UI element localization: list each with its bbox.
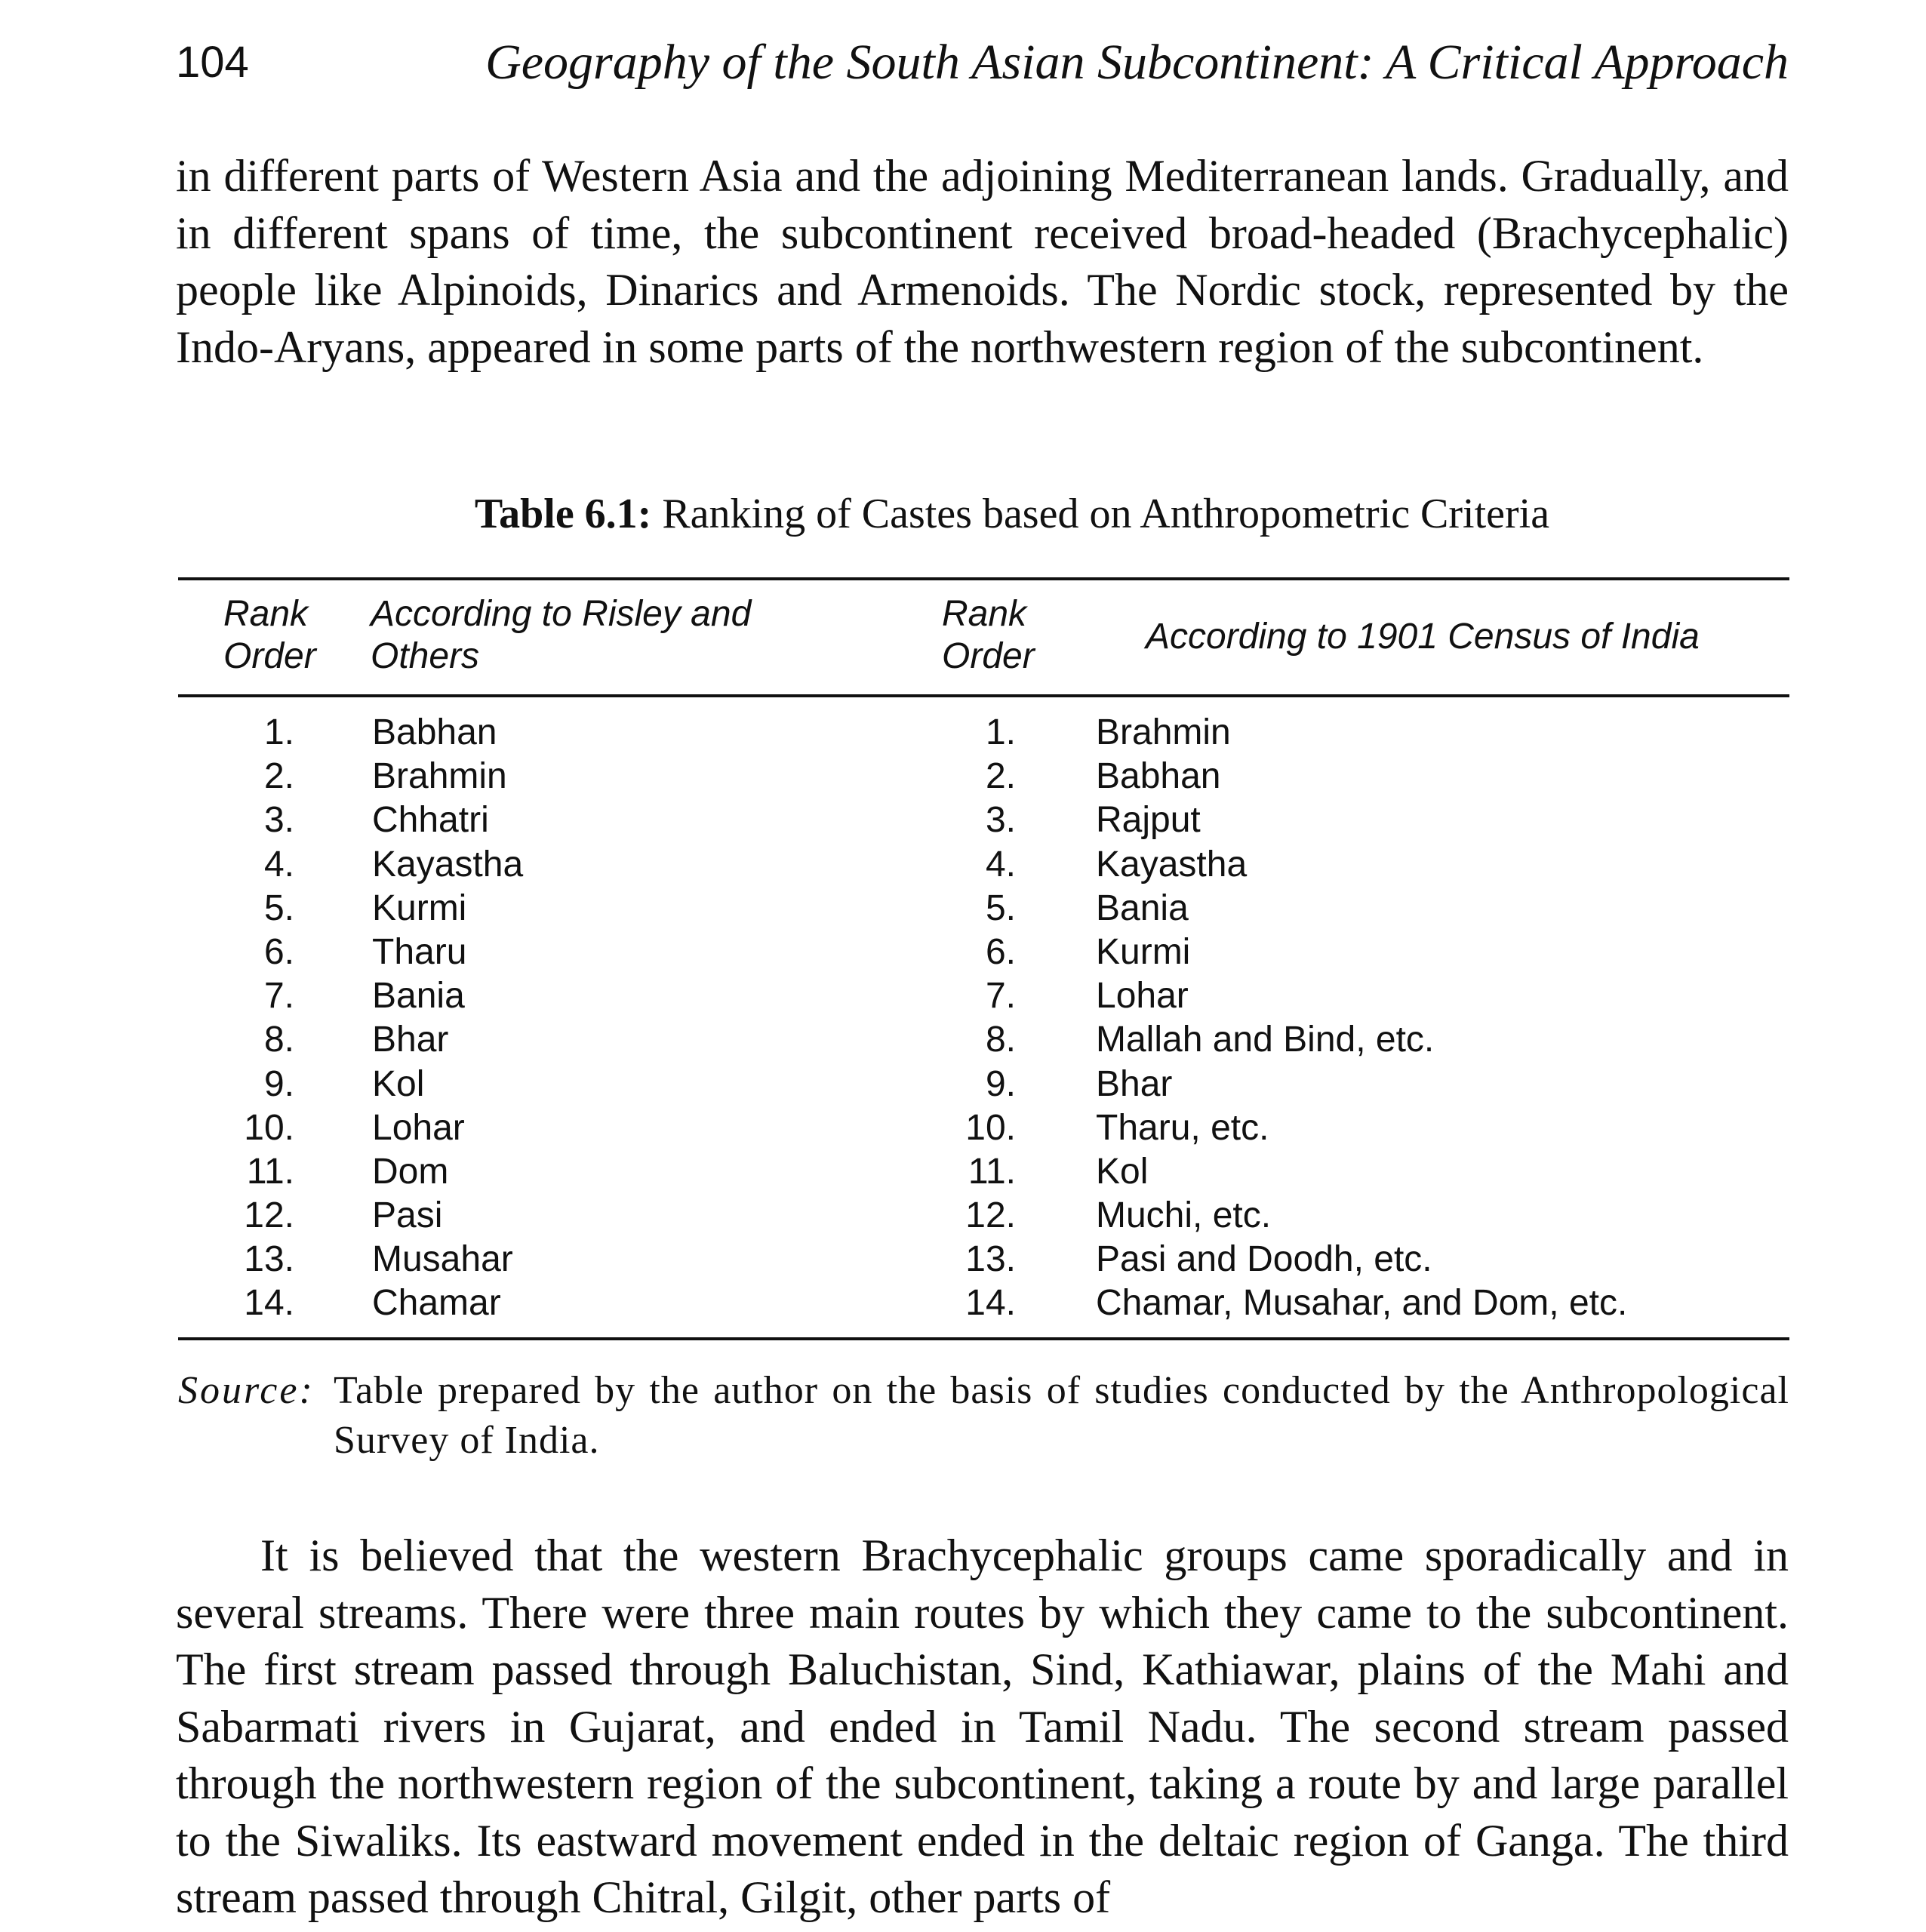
rank-cell-1: 9. bbox=[263, 1063, 294, 1104]
rank-cell-2: 13. bbox=[965, 1239, 1016, 1280]
rank-cell-1: 6. bbox=[263, 931, 294, 972]
table-row bbox=[0, 931, 1926, 974]
table-source-note bbox=[178, 1366, 1789, 1466]
risley-cell: Bhar bbox=[372, 1020, 449, 1060]
census-cell: Brahmin bbox=[1096, 712, 1231, 752]
running-title: Geography of the South Asian Subcontinent: A Critical Approach bbox=[485, 35, 1789, 90]
census-cell: Tharu, etc. bbox=[1096, 1107, 1269, 1148]
rank-cell-2: 6. bbox=[985, 931, 1016, 972]
table-row bbox=[0, 755, 1926, 798]
table-row bbox=[0, 711, 1926, 755]
table-caption-label: Table 6.1: bbox=[474, 491, 652, 537]
table-row bbox=[0, 1194, 1926, 1238]
census-cell: Kol bbox=[1096, 1151, 1149, 1192]
header-census: According to 1901 Census of India bbox=[1146, 617, 1700, 657]
table-row bbox=[0, 1063, 1926, 1106]
source-text: Table prepared by the author on the basis of studies conducted by the Anthropological Survey of India. bbox=[334, 1369, 1789, 1462]
rank-cell-1: 14. bbox=[244, 1283, 294, 1324]
census-cell: Chamar, Musahar, and Dom, etc. bbox=[1096, 1283, 1628, 1324]
table-row bbox=[0, 843, 1926, 887]
header-rank-order-2: Rank Order bbox=[942, 594, 1035, 676]
census-cell: Bania bbox=[1096, 888, 1189, 928]
rank-cell-2: 3. bbox=[985, 800, 1016, 841]
risley-cell: Kol bbox=[372, 1063, 425, 1104]
rank-cell-1: 2. bbox=[263, 756, 294, 797]
table-row bbox=[0, 887, 1926, 931]
census-cell: Babhan bbox=[1096, 756, 1221, 797]
risley-cell: Chhatri bbox=[372, 800, 489, 841]
census-cell: Lohar bbox=[1096, 976, 1189, 1017]
rank-cell-2: 8. bbox=[985, 1020, 1016, 1060]
rank-cell-2: 14. bbox=[965, 1283, 1016, 1324]
rank-cell-2: 2. bbox=[985, 756, 1016, 797]
risley-cell: Bania bbox=[372, 976, 465, 1017]
rank-cell-1: 10. bbox=[244, 1107, 294, 1148]
rank-cell-2: 12. bbox=[965, 1195, 1016, 1236]
census-cell: Muchi, etc. bbox=[1096, 1195, 1272, 1236]
source-label: Source: bbox=[178, 1369, 315, 1412]
risley-cell: Pasi bbox=[372, 1195, 443, 1236]
census-cell: Pasi and Doodh, etc. bbox=[1096, 1239, 1432, 1280]
rank-cell-2: 5. bbox=[985, 888, 1016, 928]
census-cell: Rajput bbox=[1096, 800, 1201, 841]
table-row bbox=[0, 1018, 1926, 1062]
page-number: 104 bbox=[176, 38, 249, 87]
risley-cell: Lohar bbox=[372, 1107, 465, 1148]
table-row bbox=[0, 1150, 1926, 1194]
rank-cell-1: 11. bbox=[246, 1151, 294, 1192]
rank-cell-1: 12. bbox=[244, 1195, 294, 1236]
rank-cell-2: 11. bbox=[968, 1151, 1016, 1192]
risley-cell: Brahmin bbox=[372, 756, 507, 797]
census-cell: Mallah and Bind, etc. bbox=[1096, 1020, 1435, 1060]
table-caption-text: Ranking of Castes based on Anthropometric Criteria bbox=[662, 491, 1550, 537]
table-caption bbox=[0, 489, 1926, 539]
risley-cell: Dom bbox=[372, 1151, 449, 1192]
rank-cell-2: 10. bbox=[965, 1107, 1016, 1148]
risley-cell: Babhan bbox=[372, 712, 497, 752]
header-risley: According to Risley and Others bbox=[371, 594, 752, 676]
rank-cell-2: 7. bbox=[985, 976, 1016, 1017]
risley-cell: Chamar bbox=[372, 1283, 501, 1324]
rank-cell-2: 1. bbox=[985, 712, 1016, 752]
census-cell: Bhar bbox=[1096, 1063, 1173, 1104]
risley-cell: Kurmi bbox=[372, 888, 467, 928]
rank-cell-1: 3. bbox=[263, 800, 294, 841]
body-paragraph-2: It is believed that the western Brachycephalic groups came sporadically and in several streams. There were three main routes by which they came to the subcontinent. The first stream passed through Baluchistan, Sind, Kathiawar, plains of the Mahi and Sabarmati rivers in Gujarat, and ended in Tamil Nadu. The second stream passed through the northwestern region of the subcontinent, taking a route by and large parallel to the Siwaliks. Its eastward movement ended in the deltaic region of Ganga. The third stream passed through Chitral, Gilgit, other parts of bbox=[176, 1531, 1789, 1922]
rank-cell-2: 4. bbox=[985, 844, 1016, 884]
table-row bbox=[0, 1238, 1926, 1281]
table-top-rule bbox=[178, 577, 1789, 580]
rank-cell-1: 4. bbox=[263, 844, 294, 884]
table-row bbox=[0, 974, 1926, 1018]
census-cell: Kurmi bbox=[1096, 931, 1191, 972]
table-bottom-rule bbox=[178, 1337, 1789, 1340]
rank-cell-1: 5. bbox=[263, 888, 294, 928]
rank-cell-1: 8. bbox=[263, 1020, 294, 1060]
table-header-rule bbox=[178, 694, 1789, 697]
table-row bbox=[0, 1106, 1926, 1150]
table-row bbox=[0, 1281, 1926, 1325]
census-cell: Kayastha bbox=[1096, 844, 1248, 884]
risley-cell: Musahar bbox=[372, 1239, 513, 1280]
risley-cell: Tharu bbox=[372, 931, 467, 972]
table-row bbox=[0, 798, 1926, 842]
rank-cell-1: 13. bbox=[244, 1239, 294, 1280]
body-paragraph-1: in different parts of Western Asia and the adjoining Mediterranean lands. Gradually, and in different spans of time, the subcontinent received broad-headed (Brachycephalic) people like Alpinoids, Dinarics and Armenoids. The Nordic stock, represented by the Indo-Aryans, appeared in some parts of the northwestern region of the subcontinent. bbox=[176, 151, 1789, 372]
rank-cell-1: 7. bbox=[263, 976, 294, 1017]
risley-cell: Kayastha bbox=[372, 844, 524, 884]
header-rank-order-1: Rank Order bbox=[223, 594, 316, 676]
table-body bbox=[0, 711, 1926, 1326]
rank-cell-2: 9. bbox=[985, 1063, 1016, 1104]
rank-cell-1: 1. bbox=[263, 712, 294, 752]
